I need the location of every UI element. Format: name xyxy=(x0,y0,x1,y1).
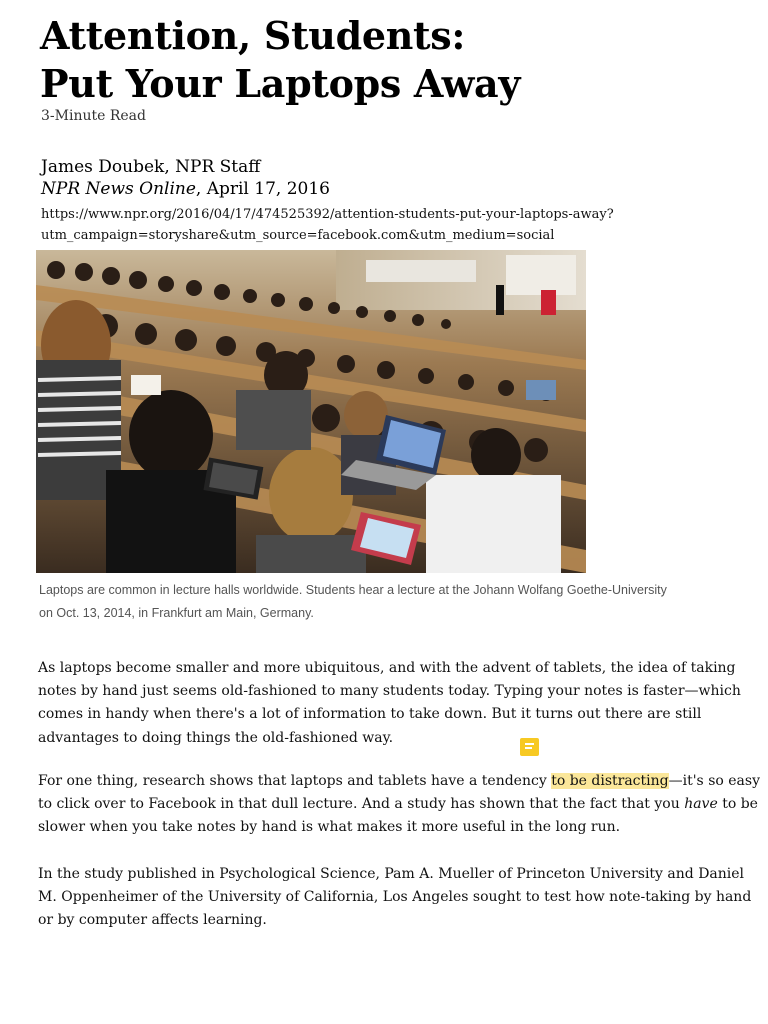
paragraph-line: or by computer affects learning. xyxy=(38,912,267,929)
read-time: 3-Minute Read xyxy=(41,108,146,124)
publication-name: NPR News Online xyxy=(41,179,196,199)
paragraph-3 xyxy=(38,863,752,933)
emphasis-text: have xyxy=(684,796,718,813)
text-segment: to be xyxy=(717,796,758,813)
paragraph-line: notes by hand just seems old-fashioned to many students today. Typing your notes is faster—which xyxy=(38,683,741,700)
paragraph-2 xyxy=(38,770,760,840)
author: James Doubek, NPR Staff xyxy=(41,157,261,177)
lecture-hall-photo xyxy=(36,250,586,573)
paragraph-line: M. Oppenheimer of the University of California, Los Angeles sought to test how note-taking by hand xyxy=(38,889,752,906)
title-line-1: Attention, Students: xyxy=(40,13,466,58)
url-line-2[interactable]: utm_campaign=storyshare&utm_source=facebook.com&utm_medium=social xyxy=(41,228,555,243)
text-segment: For one thing, research shows that laptops and tablets have a tendency xyxy=(38,773,552,789)
lecture-hall-illustration xyxy=(36,250,586,573)
paragraph-line: As laptops become smaller and more ubiquitous, and with the advent of tablets, the idea of taking xyxy=(38,660,736,676)
note-icon[interactable] xyxy=(520,738,539,756)
highlighted-text[interactable]: to be distracting xyxy=(551,773,669,789)
byline xyxy=(41,156,330,200)
text-segment: to click over to Facebook in that dull lecture. And a study has shown that the fact that you xyxy=(38,796,685,813)
article-title xyxy=(40,12,520,108)
paragraph-line: advantages to doing things the old-fashioned way. xyxy=(38,729,394,746)
photo-caption xyxy=(39,579,729,625)
paragraph-line xyxy=(38,793,758,816)
paragraph-line: comes in handy when there's a lot of information to take down. But it turns out there are still xyxy=(38,706,702,723)
paragraph-1 xyxy=(38,657,741,750)
article-url[interactable] xyxy=(41,204,681,246)
publication-date: , April 17, 2016 xyxy=(195,179,330,199)
publication-line xyxy=(41,178,330,200)
paragraph-line: slower when you take notes by hand is what makes it more useful in the long run. xyxy=(38,819,621,836)
title-line-2: Put Your Laptops Away xyxy=(40,61,521,106)
paragraph-line: In the study published in Psychological Science, Pam A. Mueller of Princeton University and Daniel xyxy=(38,866,745,882)
text-segment: —it's so easy xyxy=(668,773,760,789)
caption-line-2: on Oct. 13, 2014, in Frankfurt am Main, Germany. xyxy=(39,606,314,620)
paragraph-line xyxy=(38,770,760,793)
url-line-1[interactable]: https://www.npr.org/2016/04/17/474525392/attention-students-put-your-laptops-away? xyxy=(41,207,614,222)
caption-line-1: Laptops are common in lecture halls worldwide. Students hear a lecture at the Johann Wolfang Goethe-University xyxy=(39,583,667,597)
